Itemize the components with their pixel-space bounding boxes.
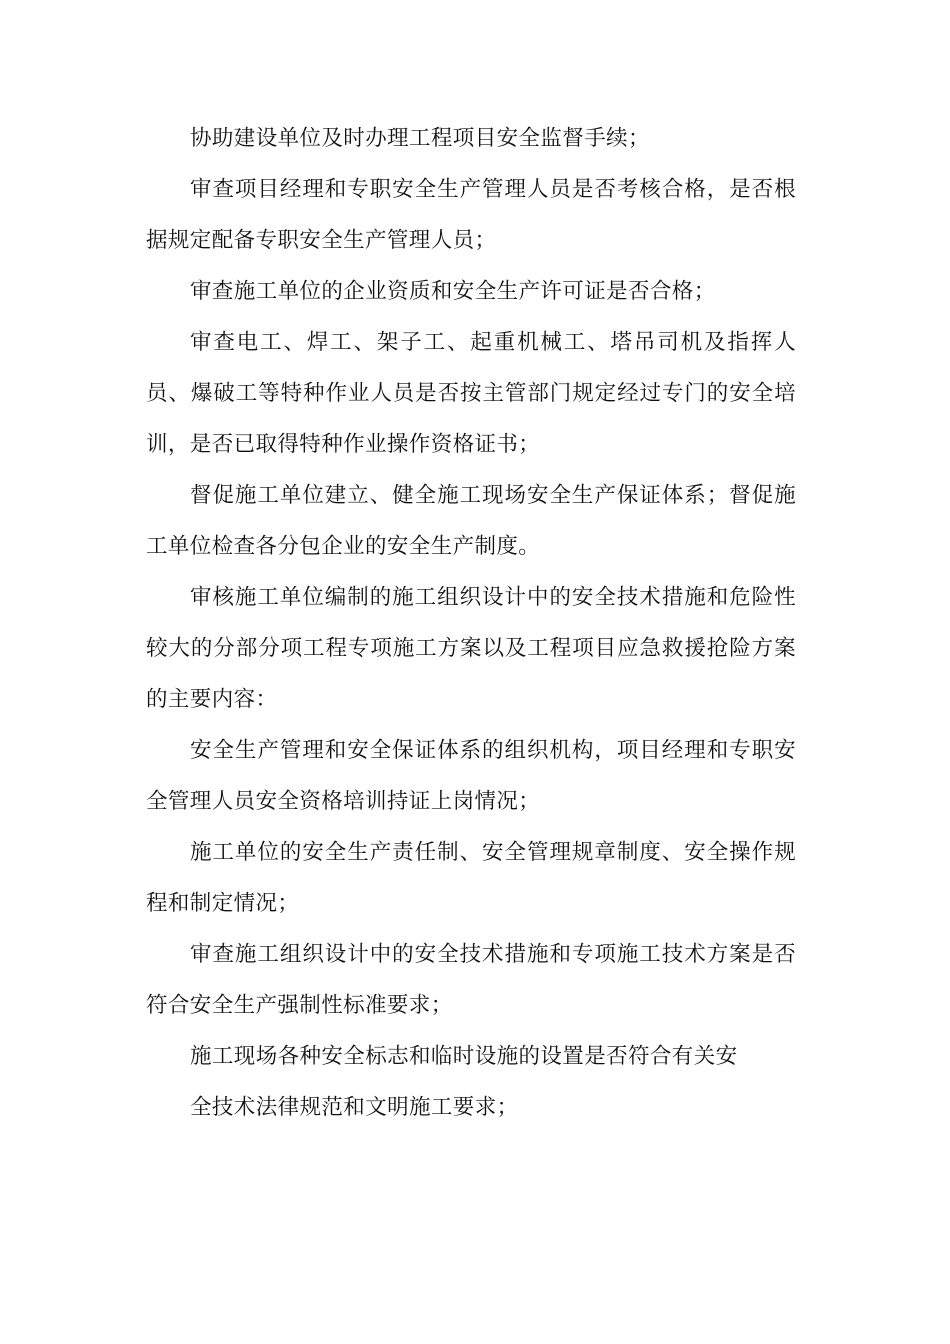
paragraph-1: 协助建设单位及时办理工程项目安全监督手续； [190,126,650,151]
document-body [146,113,796,1133]
paragraph-11: 全技术法律规范和文明施工要求； [190,1095,519,1120]
paragraph-10: 施工现场各种安全标志和临时设施的设置是否符合有关安 [190,1044,738,1069]
paragraph-4: 审查电工、焊工、架子工、起重机械工、塔吊司机及指挥人员、爆破工等特种作业人员是否按主管部门规定经过专门的安全培训，是否已取得特种作业操作资格证书； [146,330,796,457]
paragraph-6: 审核施工单位编制的施工组织设计中的安全技术措施和危险性较大的分部分项工程专项施工方案以及工程项目应急救援抢险方案的主要内容： [146,585,796,712]
paragraph-7: 安全生产管理和安全保证体系的组织机构，项目经理和专职安全管理人员安全资格培训持证上岗情况； [146,738,796,814]
paragraph-5: 督促施工单位建立、健全施工现场安全生产保证体系；督促施工单位检查各分包企业的安全生产制度。 [146,483,796,559]
paragraph-3: 审查施工单位的企业资质和安全生产许可证是否合格； [190,279,716,304]
paragraph-2: 审查项目经理和专职安全生产管理人员是否考核合格，是否根据规定配备专职安全生产管理人员； [146,177,796,253]
paragraph-9: 审查施工组织设计中的安全技术措施和专项施工技术方案是否符合安全生产强制性标准要求； [146,942,796,1018]
paragraph-8: 施工单位的安全生产责任制、安全管理规章制度、安全操作规程和制定情况； [146,840,796,916]
